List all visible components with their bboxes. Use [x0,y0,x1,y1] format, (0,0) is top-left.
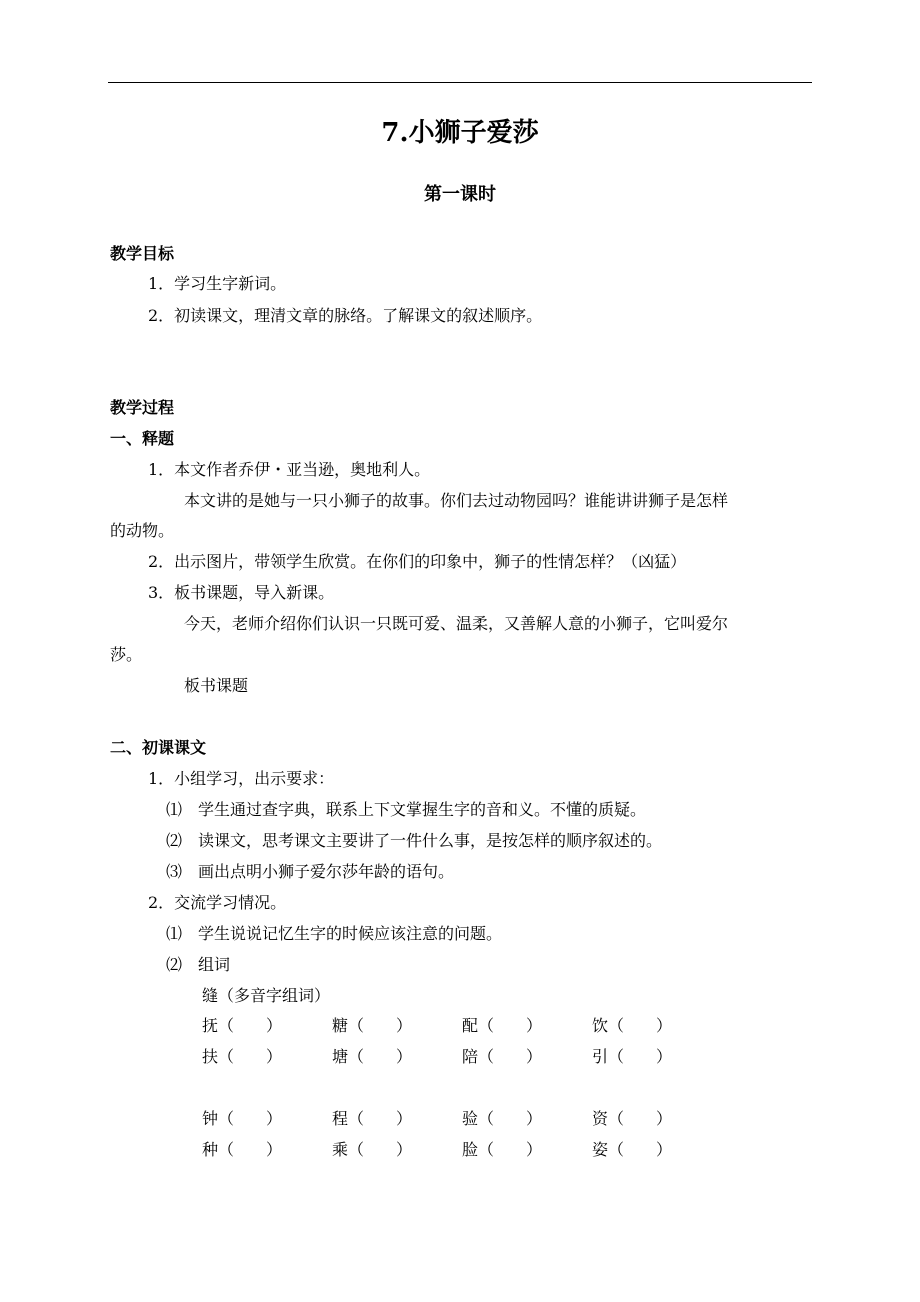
requirement-item: ⑵ 读课文，思考课文主要讲了一件什么事，是按怎样的顺序叙述的。 [166,831,663,850]
section2-line: 2．交流学习情况。 [148,893,287,912]
word-cell: 验（ ） [462,1109,543,1128]
word-cell: 程（ ） [332,1109,413,1128]
section1-line: 3．板书课题，导入新课。 [148,583,335,602]
word-cell: 饮（ ） [592,1016,673,1035]
word-cell: 糖（ ） [332,1016,413,1035]
goals-heading: 教学目标 [110,244,175,263]
word-cell: 抚（ ） [202,1016,283,1035]
lesson-title: 7.小狮子爱莎 [381,118,539,148]
sub-item: ⑴ 学生说说记忆生字的时候应该注意的问题。 [166,924,503,943]
word-cell: 姿（ ） [592,1140,673,1159]
section1-line: 1．本文作者乔伊・亚当逊，奥地利人。 [148,460,431,479]
section1-line: 的动物。 [110,521,175,540]
polyphone-note: 缝（多音字组词） [202,986,331,1005]
word-cell: 资（ ） [592,1109,673,1128]
word-cell: 脸（ ） [462,1140,543,1159]
section2-heading: 二、初课课文 [110,738,207,757]
section1-line: 2．出示图片，带领学生欣赏。在你们的印象中，狮子的性情怎样？（凶猛） [148,552,687,571]
header-rule [108,82,812,83]
process-heading: 教学过程 [110,398,175,417]
word-cell: 钟（ ） [202,1109,283,1128]
section2-line: 1．小组学习，出示要求： [148,769,335,788]
goal-item: 2．初读课文，理清文章的脉络。了解课文的叙述顺序。 [148,306,543,325]
requirement-item: ⑶ 画出点明小狮子爱尔莎年龄的语句。 [166,862,455,881]
requirement-item: ⑴ 学生通过查字典，联系上下文掌握生字的音和义。不懂的质疑。 [166,800,647,819]
word-cell: 配（ ） [462,1016,543,1035]
section1-heading: 一、释题 [110,429,175,448]
sub-item: ⑵ 组词 [166,955,231,974]
word-cell: 种（ ） [202,1140,283,1159]
section1-line: 本文讲的是她与一只小狮子的故事。你们去过动物园吗？谁能讲讲狮子是怎样 [184,491,729,510]
goal-item: 1．学习生字新词。 [148,274,287,293]
word-cell: 扶（ ） [202,1047,283,1066]
section1-line: 莎。 [110,645,143,664]
word-cell: 陪（ ） [462,1047,543,1066]
section1-line: 今天，老师介绍你们认识一只既可爱、温柔，又善解人意的小狮子，它叫爱尔 [184,614,729,633]
lesson-subtitle: 第一课时 [424,184,496,205]
word-cell: 塘（ ） [332,1047,413,1066]
section1-line: 板书课题 [184,676,249,695]
word-cell: 引（ ） [592,1047,673,1066]
word-cell: 乘（ ） [332,1140,413,1159]
